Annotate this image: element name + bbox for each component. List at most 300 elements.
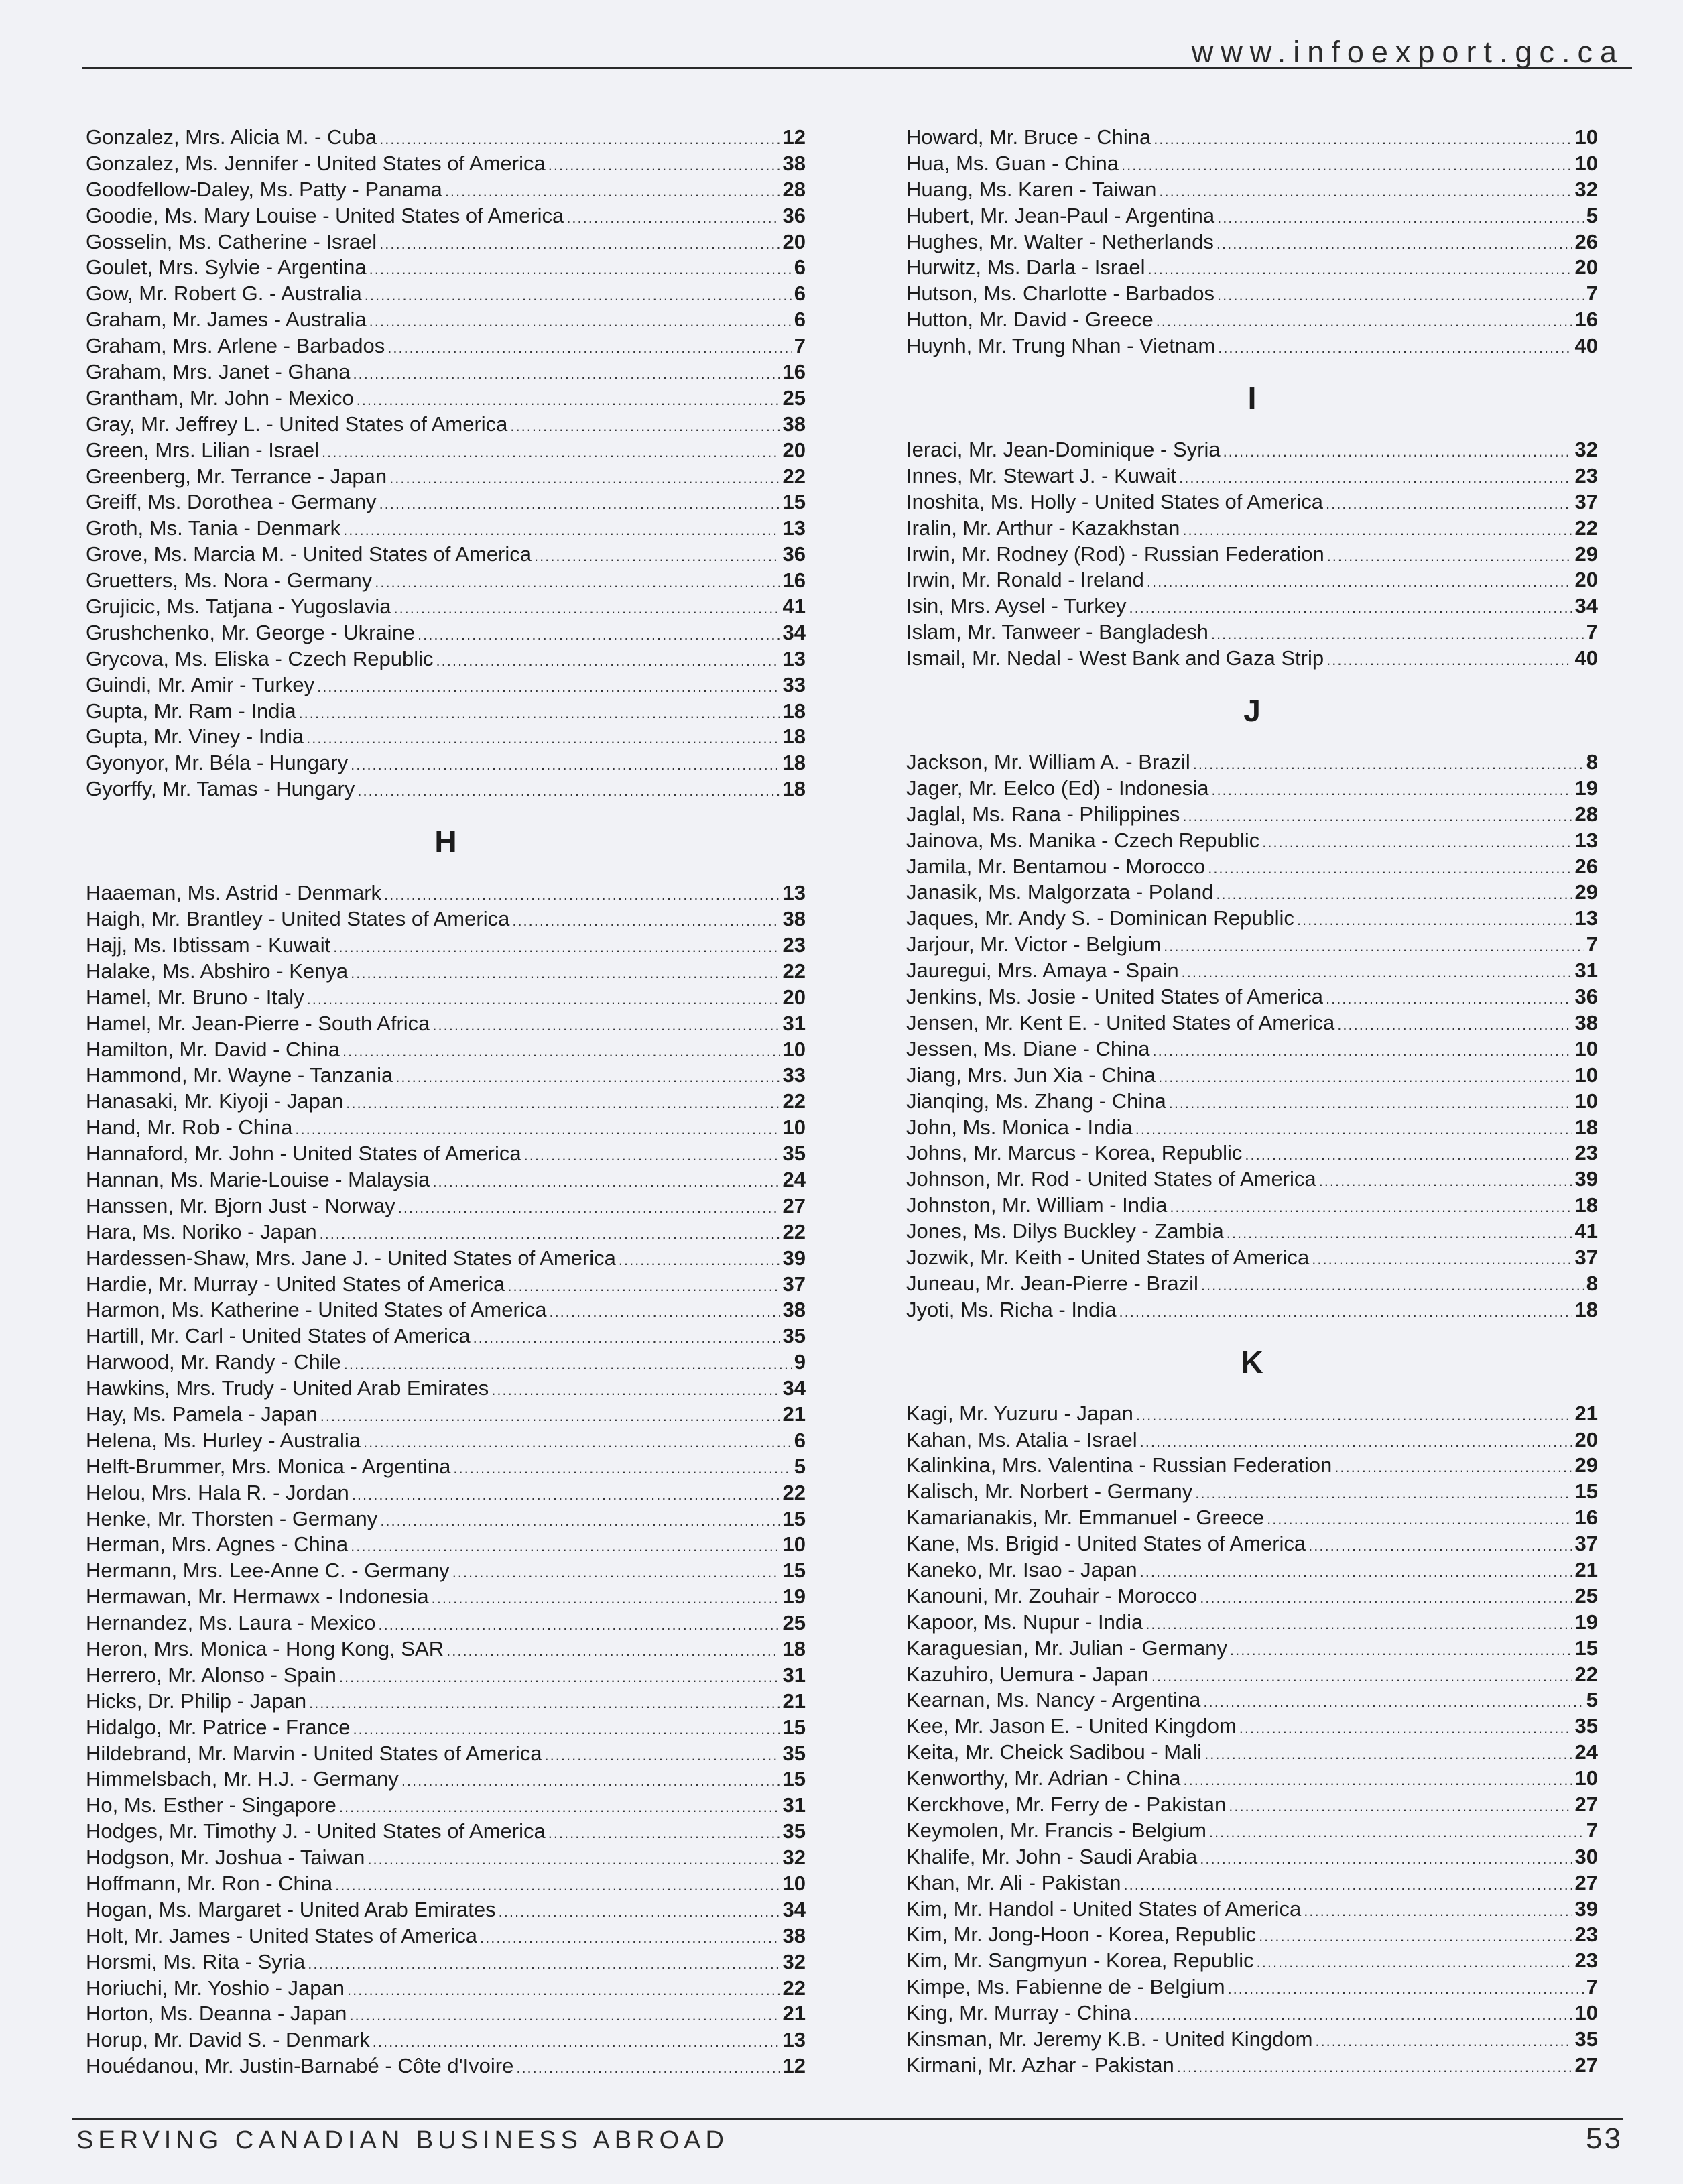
- entry-page-number: 22: [1574, 515, 1598, 540]
- index-entry: [86, 203, 806, 229]
- entry-page-number: 20: [1574, 568, 1598, 592]
- j-entries: [906, 749, 1598, 1323]
- dot-leader: [401, 1768, 780, 1795]
- entry-name: Kaneko, Mr. Isao - Japan: [906, 1557, 1137, 1581]
- entry-page-number: 27: [782, 1193, 806, 1217]
- entry-name: Jamila, Mr. Bentamou - Morocco: [906, 854, 1206, 878]
- index-entry: [906, 2000, 1598, 2026]
- entry-name: Hildebrand, Mr. Marvin - United States of America: [86, 1741, 542, 1765]
- dot-leader: [398, 1195, 780, 1221]
- entry-name: Gow, Mr. Robert G. - Australia: [86, 282, 362, 306]
- index-column-left: [86, 125, 806, 2079]
- index-entry: [906, 1401, 1598, 1427]
- dot-leader: [353, 361, 780, 387]
- index-entry: [906, 515, 1598, 542]
- entry-page-number: 24: [1574, 1740, 1598, 1764]
- index-entry: [906, 203, 1598, 229]
- entry-page-number: 33: [782, 1063, 806, 1087]
- index-entry: [906, 1245, 1598, 1271]
- entry-name: Greiff, Ms. Dorothea - Germany: [86, 490, 377, 514]
- index-entry: [86, 1949, 806, 1976]
- dot-leader: [365, 283, 792, 309]
- index-entry: [86, 1063, 806, 1089]
- entry-page-number: 30: [1574, 1844, 1598, 1868]
- entry-name: Hernandez, Ms. Laura - Mexico: [86, 1611, 376, 1635]
- entry-page-number: 15: [782, 1506, 806, 1530]
- index-entry: [86, 151, 806, 177]
- dot-leader: [1184, 1768, 1572, 1794]
- entry-page-number: 10: [1574, 1036, 1598, 1060]
- entry-name: Herman, Mrs. Agnes - China: [86, 1532, 349, 1557]
- index-entry: [86, 1141, 806, 1167]
- entry-name: Hogan, Ms. Margaret - United Arab Emirates: [86, 1897, 496, 1921]
- dot-leader: [524, 1143, 780, 1169]
- header-rule: [82, 67, 1632, 69]
- dot-leader: [1227, 1221, 1572, 1247]
- dot-leader: [369, 309, 792, 335]
- entry-page-number: 35: [1574, 2027, 1598, 2051]
- entry-page-number: 34: [1574, 594, 1598, 618]
- page-number: 53: [1586, 2122, 1623, 2155]
- entry-name: Horiuchi, Mr. Yoshio - Japan: [86, 1976, 345, 2000]
- entry-name: Juneau, Mr. Jean-Pierre - Brazil: [906, 1271, 1198, 1295]
- entry-name: Irwin, Mr. Rodney (Rod) - Russian Federation: [906, 542, 1324, 566]
- dot-leader: [1223, 439, 1572, 465]
- index-entry: [86, 307, 806, 333]
- index-entry: [906, 1479, 1598, 1505]
- entry-page-number: 10: [1574, 125, 1598, 149]
- dot-leader: [1203, 1689, 1583, 1715]
- footer-rule: [72, 2118, 1623, 2120]
- entry-page-number: 5: [1586, 203, 1598, 227]
- entry-page-number: 21: [1574, 1401, 1598, 1425]
- dot-leader: [1337, 1012, 1572, 1038]
- index-entry: [906, 593, 1598, 619]
- dot-leader: [534, 544, 780, 570]
- entry-page-number: 18: [1574, 1297, 1598, 1321]
- index-entry: [86, 1297, 806, 1323]
- index-entry: [906, 1115, 1598, 1141]
- entry-page-number: 29: [1574, 880, 1598, 904]
- dot-leader: [1267, 1507, 1572, 1533]
- entry-name: Kearnan, Ms. Nancy - Argentina: [906, 1688, 1201, 1712]
- entry-page-number: 22: [782, 1480, 806, 1504]
- dot-leader: [1216, 882, 1572, 908]
- dot-leader: [357, 387, 780, 414]
- entry-name: Gray, Mr. Jeffrey L. - United States of America: [86, 412, 508, 436]
- entry-name: Hanasaki, Mr. Kiyoji - Japan: [86, 1089, 344, 1113]
- index-entry: [86, 412, 806, 438]
- index-entry: [906, 229, 1598, 255]
- index-entry: [86, 906, 806, 932]
- index-entry: [906, 1557, 1598, 1583]
- entry-name: Innes, Mr. Stewart J. - Kuwait: [906, 463, 1177, 487]
- header-url: www.infoexport.gc.ca: [1191, 35, 1624, 69]
- index-entry: [906, 1687, 1598, 1713]
- dot-leader: [1326, 491, 1572, 518]
- dot-leader: [1262, 830, 1572, 856]
- index-entry: [86, 1897, 806, 1923]
- index-entry: [86, 1923, 806, 1949]
- dot-leader: [1164, 934, 1584, 960]
- dot-leader: [379, 491, 780, 518]
- entry-page-number: 33: [782, 672, 806, 696]
- entry-page-number: 8: [1586, 750, 1598, 774]
- dot-leader: [393, 596, 780, 622]
- dot-leader: [389, 466, 780, 492]
- index-entry: [906, 1219, 1598, 1245]
- index-entry: [906, 542, 1598, 568]
- entry-page-number: 16: [1574, 1506, 1598, 1530]
- entry-name: Jozwik, Mr. Keith - United States of America: [906, 1245, 1310, 1269]
- index-entry: [906, 1766, 1598, 1792]
- entry-page-number: 20: [1574, 1427, 1598, 1451]
- entry-page-number: 23: [1574, 463, 1598, 487]
- index-entry: [86, 1741, 806, 1767]
- dot-leader: [1182, 518, 1572, 544]
- entry-page-number: 35: [1574, 1714, 1598, 1738]
- index-entry: [86, 1402, 806, 1428]
- index-entry: [86, 229, 806, 255]
- entry-name: Himmelsbach, Mr. H.J. - Germany: [86, 1767, 399, 1791]
- index-entry: [86, 1011, 806, 1037]
- entry-name: Greenberg, Mr. Terrance - Japan: [86, 464, 387, 488]
- entry-page-number: 7: [794, 334, 806, 358]
- entry-page-number: 13: [782, 516, 806, 540]
- entry-name: Huang, Ms. Karen - Taiwan: [906, 177, 1157, 201]
- entry-name: Guindi, Mr. Amir - Turkey: [86, 672, 315, 696]
- dot-leader: [1182, 960, 1572, 986]
- entry-name: Hamel, Mr. Bruno - Italy: [86, 985, 304, 1009]
- section-heading-k: K: [1241, 1344, 1263, 1380]
- index-entry: [906, 1948, 1598, 1974]
- entry-page-number: 9: [794, 1350, 806, 1374]
- index-entry: [86, 699, 806, 725]
- dot-leader: [342, 1039, 780, 1065]
- entry-name: Kahan, Ms. Atalia - Israel: [906, 1427, 1137, 1451]
- dot-leader: [1182, 804, 1572, 830]
- index-entry: [86, 985, 806, 1011]
- entry-name: Kerckhove, Mr. Ferry de - Pakistan: [906, 1792, 1227, 1816]
- entry-name: Hodgson, Mr. Joshua - Taiwan: [86, 1845, 365, 1870]
- dot-leader: [351, 1534, 780, 1560]
- index-entry: [86, 1193, 806, 1219]
- index-entry: [86, 1323, 806, 1349]
- dot-leader: [357, 778, 780, 804]
- entry-page-number: 36: [782, 203, 806, 227]
- entry-page-number: 38: [782, 1298, 806, 1322]
- index-entry: [906, 307, 1598, 333]
- entry-name: Huynh, Mr. Trung Nhan - Vietnam: [906, 334, 1216, 358]
- entry-page-number: 10: [782, 1872, 806, 1895]
- entry-name: Kanouni, Mr. Zouhair - Morocco: [906, 1583, 1198, 1607]
- dot-leader: [1315, 2028, 1572, 2055]
- index-entry: [906, 1089, 1598, 1115]
- dot-leader: [432, 1169, 780, 1195]
- index-entry: [86, 464, 806, 490]
- entry-name: Hubert, Mr. Jean-Paul - Argentina: [906, 203, 1215, 227]
- index-entry: [86, 594, 806, 620]
- dot-leader: [1200, 1585, 1572, 1612]
- index-entry: [906, 1870, 1598, 1896]
- entry-name: Holt, Mr. James - United States of America: [86, 1923, 478, 1947]
- entry-page-number: 22: [782, 1089, 806, 1113]
- dot-leader: [295, 1117, 780, 1143]
- index-entry: [86, 1376, 806, 1402]
- entry-page-number: 35: [782, 1741, 806, 1765]
- entry-page-number: 27: [1574, 2053, 1598, 2077]
- dot-leader: [453, 1456, 791, 1482]
- index-entry: [906, 1636, 1598, 1662]
- entry-page-number: 38: [782, 412, 806, 436]
- dot-leader: [1140, 1559, 1572, 1585]
- entry-name: Jensen, Mr. Kent E. - United States of America: [906, 1010, 1335, 1034]
- entry-page-number: 5: [1586, 1688, 1598, 1712]
- index-entry: [86, 1349, 806, 1376]
- entry-name: Jaques, Mr. Andy S. - Dominican Republic: [906, 906, 1294, 930]
- entry-page-number: 22: [1574, 1662, 1598, 1686]
- entry-page-number: 32: [782, 1845, 806, 1870]
- entry-page-number: 37: [1574, 1245, 1598, 1269]
- dot-leader: [306, 726, 780, 752]
- index-entry: [86, 672, 806, 699]
- dot-leader: [619, 1248, 780, 1274]
- dot-leader: [507, 1274, 780, 1300]
- entry-page-number: 13: [782, 646, 806, 670]
- index-entry: [906, 802, 1598, 828]
- dot-leader: [344, 1351, 792, 1378]
- dot-leader: [1170, 1195, 1572, 1221]
- index-entry: [86, 776, 806, 802]
- entry-page-number: 6: [794, 282, 806, 306]
- index-entry: [906, 1844, 1598, 1870]
- index-entry: [906, 1271, 1598, 1297]
- dot-leader: [1334, 1455, 1572, 1481]
- index-entry: [906, 646, 1598, 672]
- entry-page-number: 34: [782, 1897, 806, 1921]
- entry-name: Hermawan, Mr. Hermawx - Indonesia: [86, 1585, 429, 1609]
- entry-name: Jauregui, Mrs. Amaya - Spain: [906, 959, 1179, 983]
- index-entry: [86, 932, 806, 959]
- entry-name: Gyorffy, Mr. Tamas - Hungary: [86, 777, 355, 801]
- entry-page-number: 26: [1574, 854, 1598, 878]
- entry-page-number: 19: [1574, 1610, 1598, 1634]
- index-entry: [86, 2001, 806, 2027]
- entry-page-number: 21: [1574, 1557, 1598, 1581]
- entry-name: Hannaford, Mr. John - United States of America: [86, 1142, 521, 1166]
- dot-leader: [307, 987, 780, 1013]
- entry-page-number: 6: [794, 255, 806, 280]
- dot-leader: [335, 1873, 780, 1899]
- index-entry: [906, 1713, 1598, 1740]
- entry-name: Jainova, Ms. Manika - Czech Republic: [906, 828, 1260, 852]
- entry-page-number: 31: [782, 1793, 806, 1817]
- index-entry: [906, 1896, 1598, 1923]
- index-entry: [906, 879, 1598, 906]
- index-entry: [86, 1532, 806, 1558]
- index-entry: [906, 125, 1598, 151]
- entry-page-number: 10: [782, 1115, 806, 1140]
- dot-leader: [1135, 1117, 1572, 1143]
- entry-name: Hermann, Mrs. Lee-Anne C. - Germany: [86, 1559, 450, 1583]
- entry-name: Hardessen-Shaw, Mrs. Jane J. - United States of America: [86, 1246, 616, 1270]
- entry-page-number: 35: [782, 1324, 806, 1348]
- entry-page-number: 40: [1574, 646, 1598, 670]
- entry-page-number: 22: [782, 959, 806, 983]
- index-entry: [906, 1505, 1598, 1531]
- entry-name: Inoshita, Ms. Holly - United States of America: [906, 489, 1323, 513]
- entry-page-number: 37: [1574, 1532, 1598, 1556]
- dot-leader: [1193, 751, 1584, 778]
- entry-page-number: 12: [782, 2054, 806, 2078]
- entry-page-number: 10: [782, 1532, 806, 1557]
- dot-leader: [1211, 621, 1584, 648]
- entry-name: Kimpe, Ms. Fabienne de - Belgium: [906, 1975, 1225, 1999]
- dot-leader: [1319, 1168, 1572, 1195]
- index-entry: [906, 932, 1598, 958]
- dot-leader: [320, 1221, 780, 1248]
- index-entry: [86, 542, 806, 568]
- entry-page-number: 12: [782, 125, 806, 149]
- entry-page-number: 16: [782, 568, 806, 593]
- dot-leader: [1209, 1820, 1584, 1846]
- entry-page-number: 28: [1574, 802, 1598, 826]
- entry-page-number: 37: [782, 1272, 806, 1296]
- entry-page-number: 21: [782, 1689, 806, 1713]
- index-entry: [86, 1793, 806, 1819]
- dot-leader: [1136, 1403, 1572, 1429]
- dot-leader: [1179, 465, 1572, 491]
- dot-leader: [446, 1638, 780, 1664]
- entry-name: Grujicic, Ms. Tatjana - Yugoslavia: [86, 595, 391, 619]
- index-entry: [906, 2053, 1598, 2079]
- entry-name: Hawkins, Mrs. Trudy - United Arab Emirates: [86, 1376, 489, 1400]
- index-entry: [906, 1792, 1598, 1818]
- entry-name: Kim, Mr. Sangmyun - Korea, Republic: [906, 1949, 1254, 1973]
- entry-page-number: 5: [794, 1454, 806, 1478]
- dot-leader: [1218, 335, 1572, 361]
- dot-leader: [1308, 1533, 1572, 1559]
- entry-name: Hurwitz, Ms. Darla - Israel: [906, 255, 1145, 280]
- entry-page-number: 21: [782, 2002, 806, 2026]
- index-entry: [86, 1246, 806, 1272]
- dot-leader: [317, 674, 780, 701]
- entry-page-number: 18: [1574, 1193, 1598, 1217]
- dot-leader: [1211, 778, 1572, 804]
- entry-name: Gonzalez, Mrs. Alicia M. - Cuba: [86, 125, 377, 149]
- entry-name: Gruetters, Ms. Nora - Germany: [86, 568, 373, 593]
- entry-name: Kalisch, Mr. Norbert - Germany: [906, 1479, 1193, 1504]
- entry-name: Jarjour, Mr. Victor - Belgium: [906, 932, 1162, 957]
- index-entry: [86, 1662, 806, 1689]
- entry-page-number: 22: [782, 1219, 806, 1243]
- dot-leader: [1257, 1950, 1572, 1976]
- dot-leader: [1121, 153, 1572, 179]
- dot-leader: [353, 1717, 780, 1743]
- entry-page-number: 29: [1574, 542, 1598, 566]
- entry-name: Jaglal, Ms. Rana - Philippines: [906, 802, 1180, 826]
- index-entry: [906, 1583, 1598, 1610]
- dot-leader: [1129, 595, 1572, 621]
- entry-name: Haigh, Mr. Brantley - United States of America: [86, 907, 510, 931]
- dot-leader: [322, 440, 780, 466]
- dot-leader: [375, 570, 780, 596]
- entry-page-number: 38: [782, 1923, 806, 1947]
- index-entry: [906, 1610, 1598, 1636]
- entry-page-number: 32: [1574, 438, 1598, 462]
- entry-page-number: 10: [1574, 151, 1598, 175]
- index-entry: [86, 1454, 806, 1480]
- entry-name: Kirmani, Mr. Azhar - Pakistan: [906, 2053, 1174, 2077]
- entry-page-number: 32: [1574, 177, 1598, 201]
- entry-page-number: 39: [1574, 1167, 1598, 1191]
- entry-page-number: 10: [782, 1037, 806, 1061]
- dot-leader: [309, 1691, 780, 1717]
- index-entry: [86, 1558, 806, 1584]
- index-entry: [86, 177, 806, 203]
- entry-name: Graham, Mrs. Janet - Ghana: [86, 360, 351, 384]
- entry-name: Kagi, Mr. Yuzuru - Japan: [906, 1401, 1133, 1425]
- entry-page-number: 34: [782, 620, 806, 644]
- index-entry: [906, 1974, 1598, 2000]
- entry-name: Goodfellow-Daley, Ms. Patty - Panama: [86, 177, 442, 201]
- index-entry: [86, 333, 806, 359]
- entry-page-number: 38: [782, 907, 806, 931]
- index-entry: [906, 1662, 1598, 1688]
- entry-name: Kamarianakis, Mr. Emmanuel - Greece: [906, 1506, 1265, 1530]
- entry-page-number: 15: [782, 490, 806, 514]
- index-entry: [906, 828, 1598, 854]
- entry-page-number: 20: [782, 438, 806, 462]
- dot-leader: [1148, 257, 1572, 283]
- entry-page-number: 7: [1586, 282, 1598, 306]
- index-entry: [86, 1689, 806, 1715]
- entry-name: Jones, Ms. Dilys Buckley - Zambia: [906, 1219, 1224, 1243]
- index-entry: [86, 1037, 806, 1063]
- dot-leader: [308, 1951, 780, 1978]
- index-entry: [86, 1845, 806, 1871]
- entry-name: Ieraci, Mr. Jean-Dominique - Syria: [906, 438, 1221, 462]
- entry-page-number: 41: [1574, 1219, 1598, 1243]
- dot-leader: [1145, 1612, 1572, 1638]
- section-heading-h: H: [434, 824, 457, 859]
- entry-name: Helou, Mrs. Hala R. - Jordan: [86, 1480, 349, 1504]
- index-entry: [906, 776, 1598, 802]
- dot-leader: [339, 1795, 780, 1821]
- index-entry: [906, 1922, 1598, 1948]
- dot-leader: [549, 1299, 780, 1325]
- entry-name: Ismail, Mr. Nedal - West Bank and Gaza Strip: [906, 646, 1324, 670]
- entry-name: Khan, Mr. Ali - Pakistan: [906, 1870, 1121, 1894]
- dot-leader: [1195, 1481, 1572, 1507]
- dot-leader: [432, 1586, 780, 1612]
- dot-leader: [349, 2003, 780, 2029]
- entry-name: Kim, Mr. Jong-Hoon - Korea, Republic: [906, 1923, 1257, 1947]
- dot-leader: [491, 1378, 780, 1404]
- entry-name: Horton, Ms. Deanna - Japan: [86, 2002, 347, 2026]
- entry-page-number: 25: [782, 385, 806, 410]
- entry-name: Jiang, Mrs. Jun Xia - China: [906, 1063, 1156, 1087]
- entry-name: Hughes, Mr. Walter - Netherlands: [906, 229, 1214, 253]
- entry-page-number: 21: [782, 1402, 806, 1426]
- entry-page-number: 18: [782, 777, 806, 801]
- entry-page-number: 39: [1574, 1896, 1598, 1921]
- entry-name: Halake, Ms. Abshiro - Kenya: [86, 959, 349, 983]
- index-entry: [86, 1428, 806, 1454]
- entry-name: Hay, Ms. Pamela - Japan: [86, 1402, 318, 1426]
- dot-leader: [1134, 2002, 1572, 2028]
- entry-page-number: 24: [782, 1167, 806, 1191]
